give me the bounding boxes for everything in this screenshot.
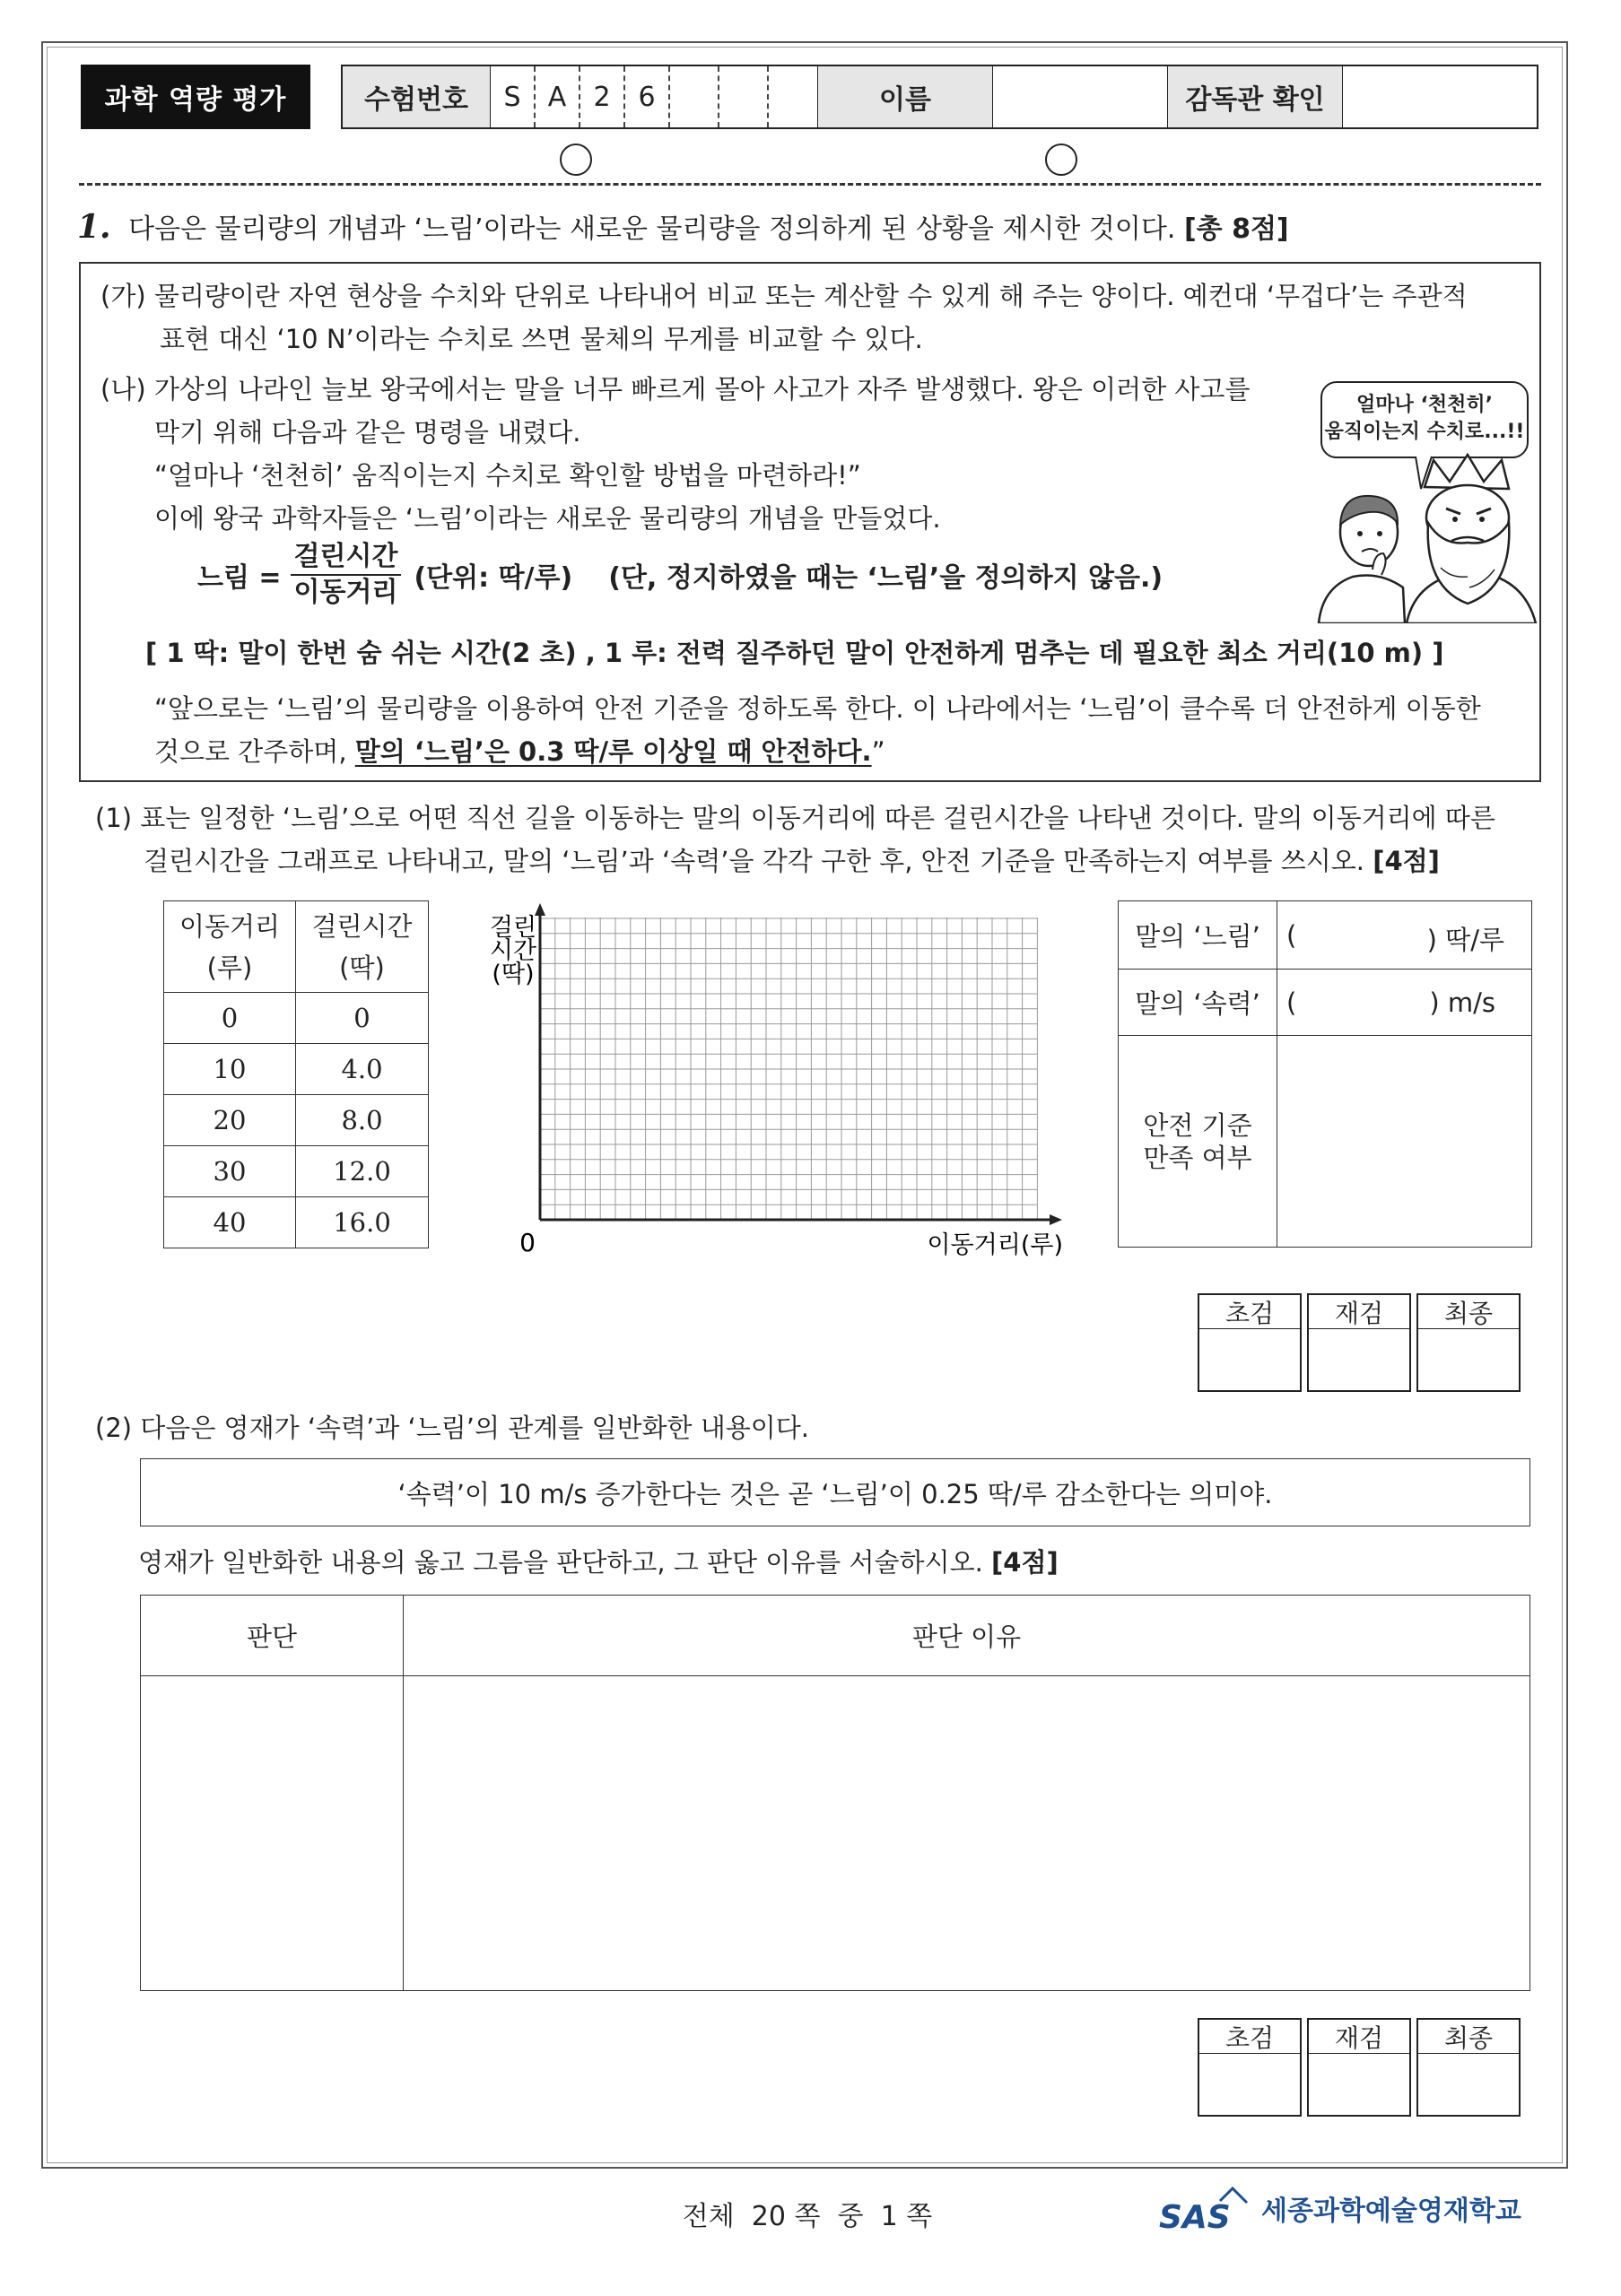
king-figure [1407, 455, 1536, 623]
origin-label: 0 [519, 1228, 536, 1257]
grade-second: 재검 [1307, 2018, 1411, 2117]
reason-answer-field[interactable] [404, 1676, 1530, 1991]
binding-hole [1045, 144, 1077, 176]
page-number: 전체 20 쪽 중 1 쪽 [682, 2201, 933, 2232]
judgment-answer-field[interactable] [141, 1676, 404, 1991]
unit-definition: [ 1 딱: 말이 한번 숨 쉬는 시간(2 초) , 1 루: 전력 질주하던 말이 안전하게 멈추는 데 필요한 최소 거리(10 m) ] [145, 638, 1444, 668]
bubble-text: 움직이는지 수치로...!! [1324, 421, 1525, 443]
answer-row-slowness [1119, 901, 1532, 970]
slowness-formula [197, 540, 1163, 610]
x-axis-label: 이동거리(루) [927, 1231, 1063, 1259]
king-and-servant-illustration [1317, 453, 1538, 623]
question-number: 1. [77, 208, 111, 246]
closing-text: 것으로 간주하며, [154, 736, 347, 767]
safety-label: 안전 기준 만족 여부 [1119, 1036, 1277, 1248]
king-command: “얼마나 ‘천천히’ 움직이는지 수치로 확인할 방법을 마련하라!” [154, 460, 861, 491]
answer-row-speed [1119, 970, 1532, 1036]
grade-final: 최종 [1416, 2018, 1521, 2117]
closing-line [154, 730, 885, 773]
table-header-time: 걸린시간 (딱) [296, 901, 429, 993]
table-header-row [164, 901, 429, 993]
part2-header-row [141, 1596, 1530, 1676]
table-row: 20 8.0 [164, 1095, 429, 1146]
grade-second: 재검 [1307, 1293, 1411, 1392]
passage-na-line: 이에 왕국 과학자들은 ‘느림’이라는 새로운 물리량의 개념을 만들었다. [154, 503, 941, 534]
supervisor-label: 감독관 확인 [1168, 66, 1343, 127]
safety-answer-field[interactable] [1277, 1036, 1532, 1248]
judgment-header: 판단 [141, 1596, 404, 1676]
slowness-label: 말의 ‘느림’ [1119, 901, 1277, 970]
grade-first: 초검 [1198, 1293, 1302, 1392]
exam-number-char: 2 [580, 66, 625, 127]
slowness-answer-field[interactable]: ( ) 딱/루 [1277, 901, 1532, 970]
part2-answer-row [141, 1676, 1530, 1991]
school-logo-icon [1157, 2181, 1256, 2235]
part1-prompt: (1) 표는 일정한 ‘느림’으로 어떤 직선 길을 이동하는 말의 이동거리에 따른 걸린시간을 나타낸 것이다. 말의 이동거리에 따른 [95, 803, 1495, 833]
distance-time-table [163, 900, 429, 1248]
exam-number-char: A [536, 66, 580, 127]
table-row: 40 16.0 [164, 1197, 429, 1248]
exam-number-char: S [491, 66, 536, 127]
safety-standard: 말의 ‘느림’은 0.3 딱/루 이상일 때 안전하다. [354, 736, 872, 767]
header-info-table [341, 65, 1538, 129]
table-row: 30 12.0 [164, 1146, 429, 1197]
part2-answer-table [140, 1595, 1530, 1991]
formula-lhs: 느림 = [197, 562, 282, 594]
table-row: 10 4.0 [164, 1044, 429, 1095]
formula-numerator: 걸린시간 [291, 540, 402, 576]
exam-title: 과학 역량 평가 [81, 65, 310, 129]
x-axis-arrow [1050, 1214, 1062, 1225]
exam-number-char: 6 [625, 66, 670, 127]
formula-unit: (단위: 딱/루) [414, 562, 573, 594]
speech-bubble [1320, 381, 1529, 458]
formula-denominator: 이동거리 [293, 577, 398, 608]
grading-boxes [1198, 1293, 1521, 1392]
graph-grid [540, 918, 1037, 1220]
table-header-distance: 이동거리 (루) [164, 901, 296, 993]
part1-prompt [144, 839, 1440, 883]
speed-label: 말의 ‘속력’ [1119, 970, 1277, 1036]
grading-boxes [1198, 2018, 1521, 2117]
grade-first: 초검 [1198, 2018, 1302, 2117]
school-logo [1157, 2181, 1521, 2235]
table-row: 0 0 [164, 993, 429, 1044]
passage-ga-line: 표현 대신 ‘10 N’이라는 수치로 쓰면 물체의 무게를 비교할 수 있다. [160, 324, 923, 354]
bubble-text: 얼마나 ‘천천히’ [1356, 394, 1493, 416]
question-1-prompt [77, 206, 1289, 246]
speed-answer-field[interactable]: ( ) m/s [1277, 970, 1532, 1036]
reason-header: 판단 이유 [404, 1596, 1530, 1676]
name-label: 이름 [818, 66, 993, 127]
exam-number-char[interactable] [719, 66, 769, 127]
formula-fraction [291, 540, 402, 610]
closing-quote: ” [871, 736, 885, 767]
passage-na-line: (나) 가상의 나라인 늘보 왕국에서는 말을 너무 빠르게 몰아 사고가 자주 발생했다. 왕은 이러한 사고를 [100, 374, 1251, 404]
school-name: 세종과학예술영재학교 [1261, 2196, 1521, 2227]
part2-task: 영재가 일반화한 내용의 옳고 그름을 판단하고, 그 판단 이유를 서술하시오. [4점] [138, 1547, 1059, 1578]
answer-graph[interactable] [475, 901, 1068, 1260]
passage-na-line: 막기 위해 다음과 같은 명령을 내렸다. [154, 417, 581, 448]
supervisor-field[interactable] [1343, 66, 1518, 127]
grade-final: 최종 [1416, 1293, 1521, 1392]
servant-figure [1319, 496, 1405, 623]
cut-line [79, 183, 1541, 186]
binding-hole [560, 144, 592, 176]
passage-ga-line: (가) 물리량이란 자연 현상을 수치와 단위로 나타내어 비교 또는 계산할 수 있게 해 주는 양이다. 예컨대 ‘무겁다’는 주관적 [100, 281, 1468, 311]
closing-line: “앞으로는 ‘느림’의 물리량을 이용하여 안전 기준을 정하도록 한다. 이 나라에서는 ‘느림’이 클수록 더 안전하게 이동한 [154, 693, 1481, 724]
part2-prompt: (2) 다음은 영재가 ‘속력’과 ‘느림’의 관계를 일반화한 내용이다. [95, 1413, 810, 1443]
exam-number-char[interactable] [769, 66, 818, 127]
y-axis-label: 걸린 시간 (딱) [489, 914, 537, 988]
part1-prompt-text: 걸린시간을 그래프로 나타내고, 말의 ‘느림’과 ‘속력’을 각각 구한 후, 안전 기준을 만족하는지 여부를 쓰시오. [144, 846, 1364, 876]
answer-row-safety [1119, 1036, 1532, 1248]
name-field[interactable] [993, 66, 1168, 127]
question-points: [총 8점] [1183, 213, 1289, 245]
part1-points: [4점] [1373, 846, 1440, 876]
exam-number-char[interactable] [670, 66, 719, 127]
logo-text: SAS [1159, 2199, 1231, 2235]
part1-answer-table [1118, 900, 1532, 1248]
formula-note: (단, 정지하였을 때는 ‘느림’을 정의하지 않음.) [608, 562, 1163, 594]
generalization-statement: ‘속력’이 10 m/s 증가한다는 것은 곧 ‘느림’이 0.25 딱/루 감소한다는 의미야. [140, 1458, 1530, 1526]
question-text: 다음은 물리량의 개념과 ‘느림’이라는 새로운 물리량을 정의하게 된 상황을 제시한 것이다. [128, 213, 1176, 245]
exam-number-label: 수험번호 [343, 66, 491, 127]
